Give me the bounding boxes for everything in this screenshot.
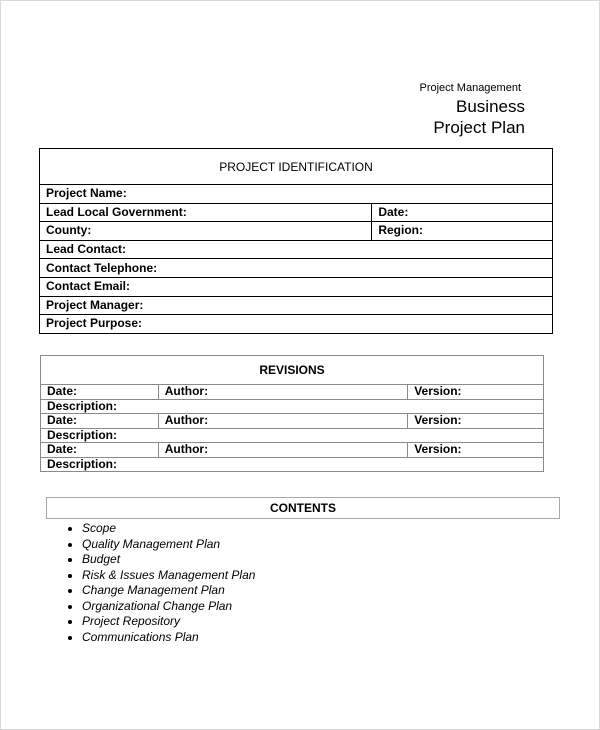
list-item: • Budget bbox=[82, 552, 255, 568]
identification-heading: PROJECT IDENTIFICATION bbox=[40, 149, 553, 185]
title-line-2: Project Plan bbox=[433, 118, 525, 137]
project-manager-field[interactable]: Project Manager: bbox=[40, 296, 553, 315]
lead-contact-field[interactable]: Lead Contact: bbox=[40, 240, 553, 259]
project-purpose-field[interactable]: Project Purpose: bbox=[40, 315, 553, 334]
contents-list bbox=[40, 521, 255, 645]
revision-author-field[interactable]: Author: bbox=[158, 385, 407, 400]
list-item: • Change Management Plan bbox=[82, 583, 255, 599]
revisions-table bbox=[40, 355, 544, 472]
revisions-heading: REVISIONS bbox=[41, 356, 544, 385]
list-item: • Quality Management Plan bbox=[82, 537, 255, 553]
title-line-1: Business bbox=[456, 97, 525, 116]
revision-author-field[interactable]: Author: bbox=[158, 443, 407, 458]
list-item: • Scope bbox=[82, 521, 255, 537]
list-item: • Project Repository bbox=[82, 614, 255, 630]
lead-local-government-field[interactable]: Lead Local Government: bbox=[40, 203, 372, 222]
project-identification-table bbox=[39, 148, 553, 334]
contact-telephone-field[interactable]: Contact Telephone: bbox=[40, 259, 553, 278]
revision-version-field[interactable]: Version: bbox=[408, 414, 544, 429]
list-item: • Organizational Change Plan bbox=[82, 599, 255, 615]
revision-description-field[interactable]: Description: bbox=[41, 399, 544, 414]
revision-date-field[interactable]: Date: bbox=[41, 443, 159, 458]
contact-email-field[interactable]: Contact Email: bbox=[40, 277, 553, 296]
list-item: • Communications Plan bbox=[82, 630, 255, 646]
date-field[interactable]: Date: bbox=[372, 203, 553, 222]
contents-heading-box bbox=[46, 497, 560, 519]
revision-date-field[interactable]: Date: bbox=[41, 414, 159, 429]
document-title bbox=[433, 96, 525, 138]
region-field[interactable]: Region: bbox=[372, 222, 553, 241]
revision-description-field[interactable]: Description: bbox=[41, 428, 544, 443]
document-subtitle: Project Management bbox=[419, 82, 521, 94]
revision-version-field[interactable]: Version: bbox=[408, 443, 544, 458]
revision-date-field[interactable]: Date: bbox=[41, 385, 159, 400]
revision-description-field[interactable]: Description: bbox=[41, 457, 544, 472]
revision-version-field[interactable]: Version: bbox=[408, 385, 544, 400]
contents-heading: CONTENTS bbox=[270, 501, 336, 515]
county-field[interactable]: County: bbox=[40, 222, 372, 241]
revision-author-field[interactable]: Author: bbox=[158, 414, 407, 429]
list-item: • Risk & Issues Management Plan bbox=[82, 568, 255, 584]
project-name-field[interactable]: Project Name: bbox=[40, 185, 553, 204]
